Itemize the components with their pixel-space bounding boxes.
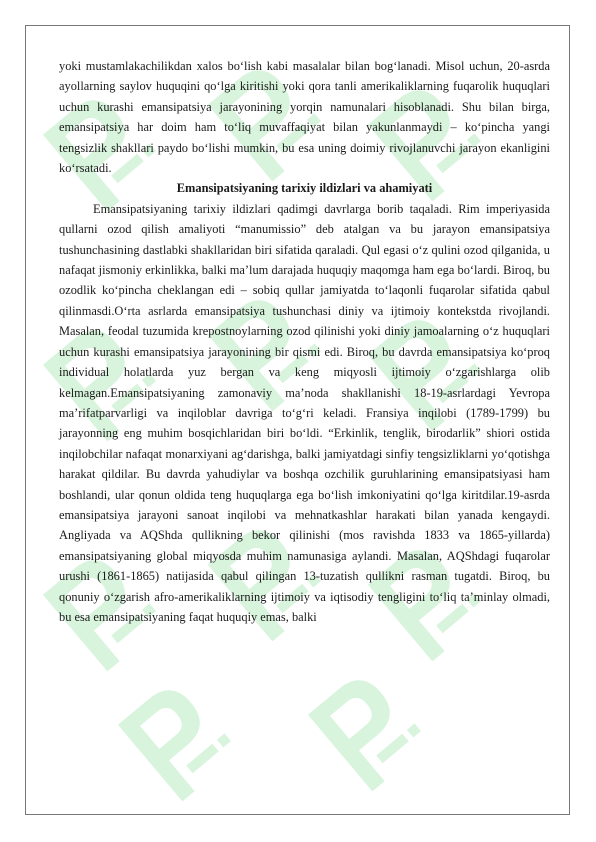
document-body [59,56,550,627]
paragraph-main: Emansipatsiyaning tarixiy ildizlari qadimgi davrlarga borib taqaladi. Rim imperiyasida qullarni ozod qilish amaliyoti “manumissio” deb atalgan va bu jarayon emansipatsiya tushunchasining dastlabki shakllaridan biri sifatida qaraladi. Qul egasi o‘z qulini ozod qilganida, u nafaqat jismoniy erkinlikka, balki ma’lum darajada huquqiy maqomga ham ega bo‘lardi. Biroq, bu ozodlik ko‘pincha cheklangan edi – sobiq qullar jamiyatda to‘laqonli fuqarolar sifatida qabul qilinmasdi.O‘rta asrlarda emansipatsiya tushunchasi diniy va ijtimoiy kontekstda rivojlandi. Masalan, feodal tuzumida krepostnoylarning ozod qilinishi yoki diniy jamoalarning o‘z huquqlari uchun kurashi emansipatsiya jarayonining bir qismi edi. Biroq, bu davrda emansipatsiya ko‘proq individual holatlarda yuz bergan va keng miqyosli ijtimoiy o‘zgarishlarga olib kelmagan.Emansipatsiyaning zamonaviy ma’noda shakllanishi 18-19-asrlardagi Yevropa ma’rifatparvarligi va inqiloblar davriga to‘g‘ri keladi. Fransiya inqilobi (1789-1799) bu jarayonning eng muhim bosqichlaridan biri bo‘ldi. “Erkinlik, tenglik, birodarlik” shiori ostida inqilobchilar nafaqat monarxiyani ag‘darishga, balki jamiyatdagi sinfiy tengsizliklarni yo‘qotishga harakat qildilar. Bu davrda yahudiylar va boshqa ozchilik guruhlarining emansipatsiyasi ham boshlandi, ular qonun oldida teng huquqlarga ega bo‘lish imkoniyatini qo‘lga kiritdilar.19-asrda emansipatsiya jarayoni sanoat inqilobi va mehnatkashlar harakati bilan yanada kengaydi. Angliyada va AQShda qullikning bekor qilinishi (mos ravishda 1833 va 1865-yillarda) emansipatsiyaning global miqyosda muhim namunasiga aylandi. Masalan, AQShdagi fuqarolar urushi (1861-1865) natijasida qabul qilingan 13-tuzatish qullikni rasman tugatdi. Biroq, bu qonuniy o‘zgarish afro-amerikaliklarning ijtimoiy va iqtisodiy tengligini to‘liq ta’minlay olmadi, bu esa emansipatsiyaning faqat huquqiy emas, balki [59,201,550,624]
paragraph-intro: yoki mustamlakachilikdan xalos bo‘lish kabi masalalar bilan bog‘lanadi. Misol uchun, 20-asrda ayollarning saylov huquqini qo‘lga kiritishi yoki qora tanli amerikaliklarning fuqarolik huquqlari uchun kurashi emansipatsiya jarayonining yorqin namunalari hisoblanadi. Shu bilan birga, emansipatsiya har doim ham to‘liq muvaffaqiyat bilan yakunlanmaydi – ko‘pincha yangi tengsizlik shakllari paydo bo‘lishi mumkin, bu esa uning doimiy rivojlanuvchi jarayon ekanligini ko‘rsatadi. [59,59,550,176]
section-heading: Emansipatsiyaning tarixiy ildizlari va ahamiyati [176,181,433,196]
